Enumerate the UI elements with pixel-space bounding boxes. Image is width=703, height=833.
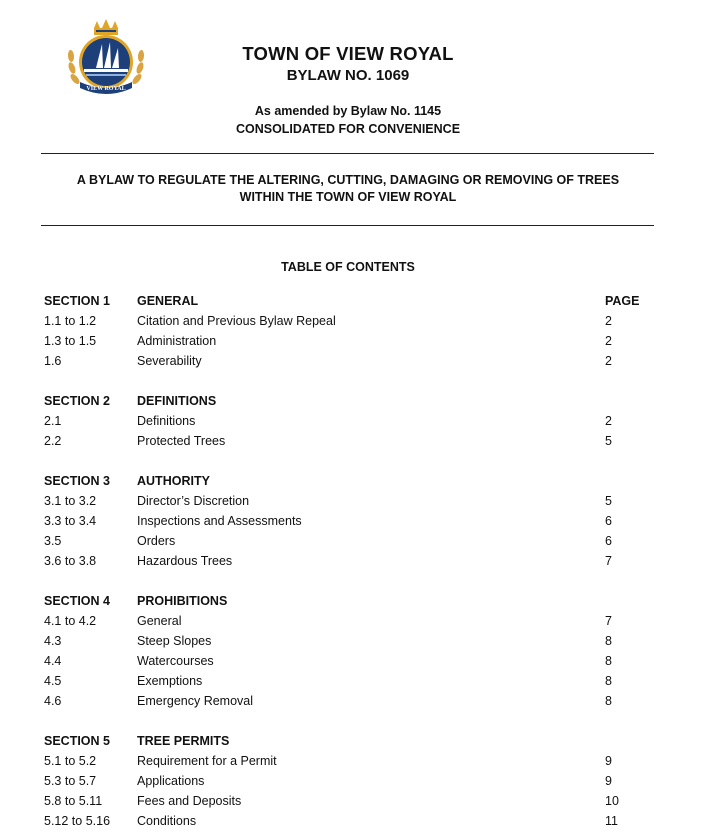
toc-entry bbox=[0, 433, 703, 453]
toc-section-title: TREE PERMITS bbox=[137, 734, 230, 748]
toc-entry-number: 5.8 to 5.11 bbox=[44, 794, 103, 808]
toc-entry-number: 5.3 to 5.7 bbox=[44, 774, 97, 788]
toc-section-label: SECTION 1 bbox=[44, 294, 110, 308]
toc-entry-page: 2 bbox=[605, 334, 612, 348]
consolidated-note: CONSOLIDATED FOR CONVENIENCE bbox=[235, 122, 461, 136]
toc-entry bbox=[0, 353, 703, 373]
toc-section-title: DEFINITIONS bbox=[137, 394, 217, 408]
toc-section-label: SECTION 5 bbox=[44, 734, 110, 748]
toc-entry-number: 3.5 bbox=[44, 534, 62, 548]
toc-entry-page: 11 bbox=[605, 814, 618, 828]
toc-entry-number: 4.3 bbox=[44, 634, 62, 648]
toc-entry bbox=[0, 313, 703, 333]
logo-text: VIEW ROYAL bbox=[86, 86, 126, 92]
toc-title: TABLE OF CONTENTS bbox=[281, 260, 415, 274]
toc-entry bbox=[0, 653, 703, 673]
toc-entry bbox=[0, 493, 703, 513]
toc-section-label: SECTION 3 bbox=[44, 474, 110, 488]
toc-entry-page: 8 bbox=[605, 694, 612, 708]
toc-entry-text: Emergency Removal bbox=[137, 694, 254, 708]
toc-section-heading bbox=[0, 393, 703, 413]
toc-entry-text: Protected Trees bbox=[137, 434, 226, 448]
toc-entry-number: 4.4 bbox=[44, 654, 62, 668]
toc-section-label: SECTION 4 bbox=[44, 594, 110, 608]
toc-entry bbox=[0, 813, 703, 833]
toc-entry-page: 2 bbox=[605, 414, 612, 428]
toc-entry-text: Inspections and Assessments bbox=[137, 514, 302, 528]
toc-entry-page: 5 bbox=[605, 434, 612, 448]
toc-entry bbox=[0, 333, 703, 353]
toc-entry-text: Applications bbox=[137, 774, 205, 788]
toc-entry-text: Hazardous Trees bbox=[137, 554, 233, 568]
toc-section-heading bbox=[0, 593, 703, 613]
toc-section-heading bbox=[0, 733, 703, 753]
toc-entry-page: 8 bbox=[605, 634, 612, 648]
toc-entry-number: 4.5 bbox=[44, 674, 62, 688]
divider-bottom bbox=[41, 225, 654, 226]
toc-entry-number: 5.1 to 5.2 bbox=[44, 754, 97, 768]
toc-entry-page: 10 bbox=[605, 794, 619, 808]
bylaw-heading-line-1: A BYLAW TO REGULATE THE ALTERING, CUTTING, DAMAGING OR REMOVING OF TREES bbox=[76, 173, 620, 187]
toc-entry bbox=[0, 773, 703, 793]
toc-entry-number: 2.1 bbox=[44, 414, 62, 428]
toc-entry-number: 4.1 to 4.2 bbox=[44, 614, 97, 628]
toc-section-heading bbox=[0, 473, 703, 493]
toc-entry-text: Definitions bbox=[137, 414, 196, 428]
bylaw-number: BYLAW NO. 1069 bbox=[286, 67, 410, 84]
toc-entry bbox=[0, 613, 703, 633]
toc-entry-page: 7 bbox=[605, 614, 612, 628]
toc-entry-page: 2 bbox=[605, 314, 612, 328]
toc-entry-number: 3.1 to 3.2 bbox=[44, 494, 97, 508]
toc-entry-page: 9 bbox=[605, 774, 612, 788]
toc-entry-text: General bbox=[137, 614, 182, 628]
toc-entry-text: Conditions bbox=[137, 814, 197, 828]
toc-entry bbox=[0, 553, 703, 573]
toc-entry-page: 6 bbox=[605, 534, 612, 548]
toc-entry-page: 2 bbox=[605, 354, 612, 368]
toc-entry-number: 3.3 to 3.4 bbox=[44, 514, 97, 528]
toc-section-title: GENERAL bbox=[137, 294, 199, 308]
toc-entry bbox=[0, 753, 703, 773]
toc-entry-page: 6 bbox=[605, 514, 612, 528]
toc-entry-number: 1.6 bbox=[44, 354, 62, 368]
toc-entry-number: 1.1 to 1.2 bbox=[44, 314, 97, 328]
toc-entry-number: 3.6 to 3.8 bbox=[44, 554, 97, 568]
bylaw-heading-line-2: WITHIN THE TOWN OF VIEW ROYAL bbox=[239, 190, 457, 204]
toc-entry-text: Watercourses bbox=[137, 654, 214, 668]
toc-entry bbox=[0, 633, 703, 653]
toc-entry bbox=[0, 533, 703, 553]
toc-entry-page: 8 bbox=[605, 654, 612, 668]
toc-section-label: SECTION 2 bbox=[44, 394, 110, 408]
toc-entry-text: Steep Slopes bbox=[137, 634, 212, 648]
toc-entry-page: 8 bbox=[605, 674, 612, 688]
toc-entry bbox=[0, 413, 703, 433]
toc-entry-number: 4.6 bbox=[44, 694, 62, 708]
document-title: TOWN OF VIEW ROYAL bbox=[242, 43, 454, 64]
toc-page-label: PAGE bbox=[605, 294, 640, 308]
toc-entry-text: Citation and Previous Bylaw Repeal bbox=[137, 314, 336, 328]
toc-entry bbox=[0, 673, 703, 693]
toc-section-title: PROHIBITIONS bbox=[137, 594, 228, 608]
toc-entry-number: 1.3 to 1.5 bbox=[44, 334, 97, 348]
toc-entry bbox=[0, 793, 703, 813]
amended-note: As amended by Bylaw No. 1145 bbox=[254, 104, 442, 118]
toc-entry-text: Severability bbox=[137, 354, 202, 368]
toc-entry-text: Exemptions bbox=[137, 674, 203, 688]
divider-top bbox=[41, 153, 654, 154]
toc-entry-text: Director’s Discretion bbox=[137, 494, 250, 508]
toc-entry-text: Administration bbox=[137, 334, 217, 348]
toc-entry bbox=[0, 513, 703, 533]
toc-entry-number: 2.2 bbox=[44, 434, 62, 448]
toc-entry-text: Requirement for a Permit bbox=[137, 754, 277, 768]
toc-entry bbox=[0, 693, 703, 713]
toc-entry-page: 5 bbox=[605, 494, 612, 508]
toc-entry-number: 5.12 to 5.16 bbox=[44, 814, 111, 828]
toc-entry-page: 7 bbox=[605, 554, 612, 568]
toc-entry-page: 9 bbox=[605, 754, 612, 768]
toc-entry-text: Orders bbox=[137, 534, 176, 548]
toc-section-title: AUTHORITY bbox=[137, 474, 210, 488]
toc-section-heading bbox=[0, 293, 703, 313]
toc-entry-text: Fees and Deposits bbox=[137, 794, 242, 808]
